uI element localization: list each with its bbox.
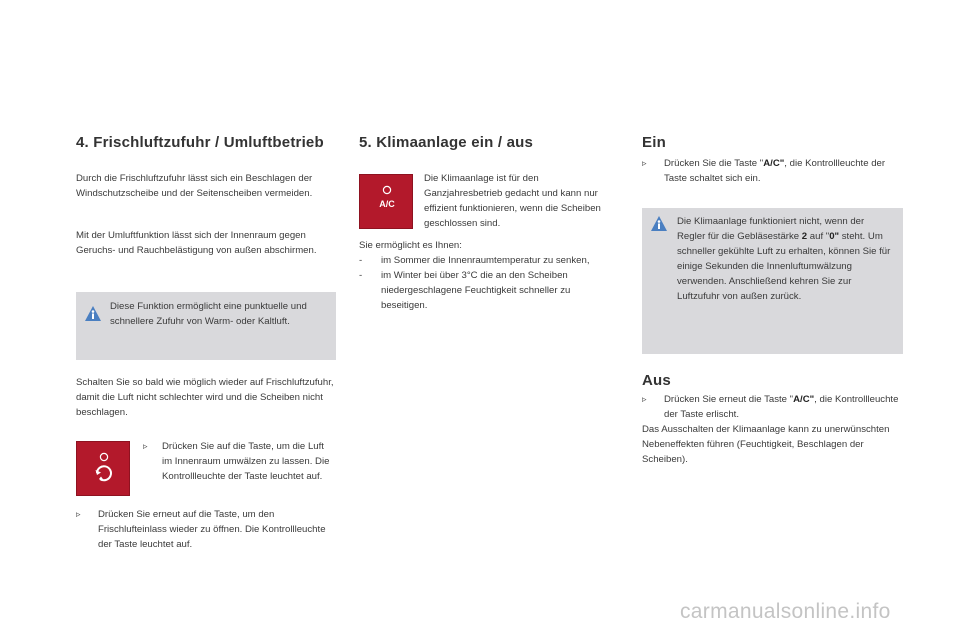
section-heading-ein: Ein [642, 134, 666, 151]
recirculation-button-image [76, 441, 130, 496]
bullet-text: Drücken Sie erneut auf die Taste, um den Frischlufteinlass wieder zu öffnen. Die Kontrollleuchte der Taste leuchtet auf. [98, 509, 326, 550]
bullet-text [664, 156, 904, 186]
watermark: carmanualsonline.info [680, 600, 891, 623]
arrow-bullet-icon: ▹ [642, 394, 647, 404]
info-text-umluft: Diese Funktion ermöglicht eine punktuelle und schnellere Zufuhr von Warm- oder Kaltluft. [110, 301, 307, 327]
bullet-umluft-off [76, 507, 338, 553]
bullet-ac-on [642, 156, 904, 188]
list-text: im Winter bei über 3°C die an den Scheiben niedergeschlagene Feuchtigkeit schneller zu beseitigen. [381, 270, 571, 311]
paragraph-ac-off: Das Ausschalten der Klimaanlage kann zu unerwünschten Nebeneffekten führen (Feuchtigkeit, Beschlagen der Scheiben). [642, 424, 890, 465]
key-label: A/C" [793, 394, 815, 405]
section-heading-4: 4. Frischluftzufuhr / Umluftbetrieb [76, 134, 324, 151]
text-part: Die Klimaanlage funktioniert nicht, wenn der Regler für die Gebläsestärke [677, 216, 865, 242]
arrow-bullet-icon: ▹ [642, 158, 647, 168]
text-part: steht. Um schneller gekühlte Luft zu erhalten, können Sie für einige Sekunden die Innenluftumwälzung verwenden. Anschließend kehren Sie zur Luftzufuhr von außen zurück. [677, 231, 891, 302]
bullet-text: Drücken Sie auf die Taste, um die Luft im Innenraum umwälzen zu lassen. Die Kontrollleuchte der Taste leuchtet auf. [162, 441, 330, 482]
text-part: , die Kontrollleuchte der Taste erlischt. [664, 394, 899, 420]
paragraph-ac-benefits: Sie ermöglicht es Ihnen: [359, 240, 462, 251]
paragraph-umluft-intro: Mit der Umluftfunktion lässt sich der Innenraum gegen Geruchs- und Rauchbelästigung von außen abschirmen. [76, 230, 317, 256]
paragraph-umluft-hint: Schalten Sie so bald wie möglich wieder auf Frischluftzufuhr, damit die Luft nicht schlechter wird und die Scheiben nicht beschlagen. [76, 377, 334, 418]
info-icon [649, 215, 669, 235]
list-item-winter [359, 268, 621, 314]
bullet-ac-off [642, 392, 904, 424]
info-box-ac [642, 208, 903, 354]
info-text-ac [677, 214, 895, 304]
fan-level: 2 [801, 231, 808, 242]
paragraph-frischluft-intro: Durch die Frischluftzufuhr lässt sich ein Beschlagen der Windschutzscheibe und der Seitenscheiben vermeiden. [76, 173, 313, 199]
section-heading-aus: Aus [642, 372, 671, 389]
info-box-umluft [76, 292, 336, 360]
dash-marker: - [359, 255, 363, 266]
ac-button-image [359, 174, 413, 229]
dash-marker: - [359, 270, 363, 281]
info-icon [83, 305, 103, 325]
list-text: im Sommer die Innenraumtemperatur zu senken, [381, 255, 590, 266]
text-part: Drücken Sie erneut die Taste " [664, 394, 794, 405]
recirculation-icon [77, 442, 131, 497]
text-part: Drücken Sie die Taste " [664, 158, 764, 169]
paragraph-ac-intro: Die Klimaanlage ist für den Ganzjahresbetrieb gedacht und kann nur effizient funktionieren, wenn die Scheiben geschlossen sind. [424, 173, 601, 229]
key-label: A/C" [763, 158, 785, 169]
text-part: auf " [807, 231, 830, 242]
bullet-umluft-on [143, 439, 338, 501]
bullet-text [664, 392, 904, 422]
arrow-bullet-icon: ▹ [143, 441, 148, 451]
text-part: , die Kontrollleuchte der Taste schaltet sich ein. [664, 158, 886, 184]
section-heading-5: 5. Klimaanlage ein / aus [359, 134, 534, 151]
list-item-summer [359, 253, 621, 269]
fan-level-zero: 0" [829, 231, 840, 242]
ac-button-label: A/C [379, 199, 395, 209]
arrow-bullet-icon: ▹ [76, 509, 81, 519]
